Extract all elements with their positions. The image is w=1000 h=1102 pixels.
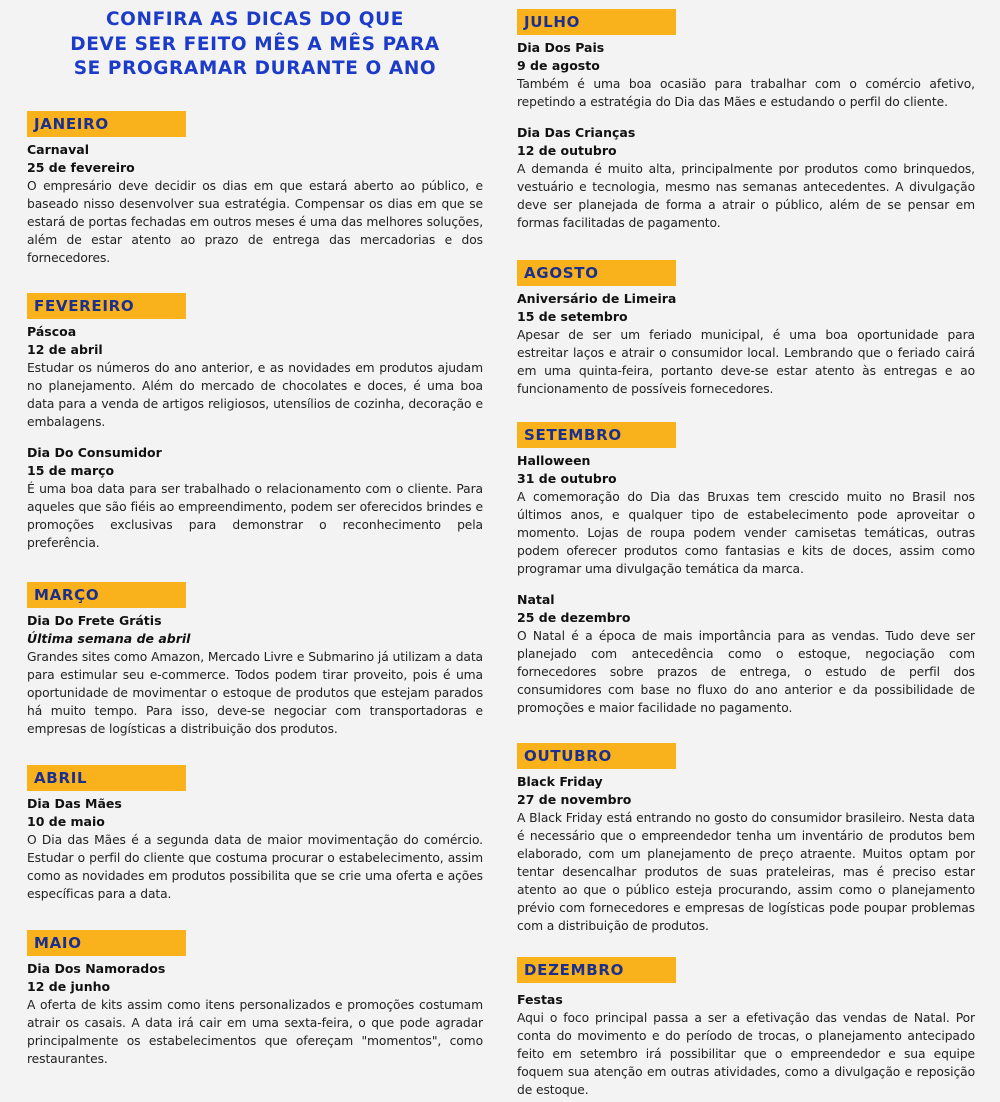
event-description: A Black Friday está entrando no gosto do consumidor brasileiro. Nesta data é necessário que o empreendedor tenha um inventário de produtos bem elaborado, com um planejamento de preço atraente. Muitos optam por tentar desencalhar produtos de suas prateleiras, mas é preciso estar atento ao que o público esteja procurando, assim como o planejamento prévio com fornecedores e empresas de logísticas pode poupar problemas com a distribuição de produtos. (517, 811, 975, 933)
month-header: MARÇO (27, 582, 186, 608)
event-name: Páscoa (27, 324, 77, 339)
month-header: FEVEREIRO (27, 293, 186, 319)
event-date: 12 de outubro (517, 143, 617, 158)
event-date: 15 de setembro (517, 309, 628, 324)
event-name: Dia Do Consumidor (27, 445, 162, 460)
event-description: O Natal é a época de mais importância para as vendas. Tudo deve ser planejado com antecedência como o estoque, negociação com fornecedores sobre prazos de entrega, o estudo de perfil dos consumidores com base no fluxo do ano anterior e da possibilidade de promoções e maior facilidade no pagamento. (517, 629, 975, 715)
event-description: Aqui o foco principal passa a ser a efetivação das vendas de Natal. Por conta do movimento e do período de trocas, o planejamento antecipado feito em setembro irá possibilitar que o empreendedor e sua equipe foquem sua atenção em outras atividades, como a divulgação e reposição de estoque. (517, 1011, 975, 1097)
event-description: Também é uma boa ocasião para trabalhar com o comércio afetivo, repetindo a estratégia do Dia das Mães e estudando o perfil do cliente. (517, 77, 975, 109)
month-header: ABRIL (27, 765, 186, 791)
event-item (517, 124, 975, 232)
event-name: Black Friday (517, 774, 603, 789)
event-item (27, 444, 483, 552)
event-name: Dia Das Crianças (517, 125, 636, 140)
month-section-fevereiro (27, 293, 483, 552)
event-description: É uma boa data para ser trabalhado o relacionamento com o cliente. Para aqueles que são fiéis ao empreendimento, podem ser oferecidos brindes e promoções exclusivas para demonstrar o reconhecimento pela preferência. (27, 482, 483, 550)
event-item (517, 991, 975, 1099)
event-item (517, 773, 975, 935)
event-name: Dia Das Mães (27, 796, 122, 811)
title-line: CONFIRA AS DICAS DO QUE (105, 9, 404, 30)
event-item (517, 290, 975, 398)
month-section-outubro (517, 743, 975, 935)
month-section-julho (517, 9, 975, 232)
title-line: DEVE SER FEITO MÊS A MÊS PARA (70, 33, 440, 55)
event-date: 10 de maio (27, 814, 105, 829)
month-header: MAIO (27, 930, 186, 956)
event-date: 25 de dezembro (517, 610, 631, 625)
event-name: Natal (517, 592, 555, 607)
event-date: 31 de outubro (517, 471, 617, 486)
month-section-maio (27, 930, 483, 1068)
event-description: O Dia das Mães é a segunda data de maior movimentação do comércio. Estudar o perfil do cliente que costuma procurar o estabelecimento, assim como as novidades em produtos possibilita que se crie uma oferta e ações específicas para a data. (27, 833, 483, 901)
event-name: Dia Dos Namorados (27, 961, 166, 976)
month-section-dezembro (517, 957, 975, 1099)
event-name: Carnaval (27, 142, 89, 157)
event-name: Aniversário de Limeira (517, 291, 677, 306)
event-item (27, 323, 483, 431)
event-item (517, 452, 975, 578)
event-description: A demanda é muito alta, principalmente por produtos como brinquedos, vestuário e tecnologia, mesmo nas semanas antecedentes. A divulgação deve ser planejada de forma a atrair o público, além de se pensar em formas facilitadas de pagamento. (517, 162, 975, 230)
event-date: 25 de fevereiro (27, 160, 135, 175)
event-description: Estudar os números do ano anterior, e as novidades em produtos ajudam no planejamento. Além do mercado de chocolates e doces, é uma boa data para a venda de artigos religiosos, utensílios de cozinha, decoração e embalagens. (27, 361, 483, 429)
event-item (27, 141, 483, 267)
month-section-agosto (517, 260, 975, 398)
month-header: OUTUBRO (517, 743, 676, 769)
event-item (27, 612, 483, 738)
event-date: 12 de abril (27, 342, 103, 357)
event-item (27, 960, 483, 1068)
event-name: Festas (517, 992, 563, 1007)
event-item (27, 795, 483, 903)
event-date: 12 de junho (27, 979, 111, 994)
event-item (517, 39, 975, 111)
event-description: Grandes sites como Amazon, Mercado Livre e Submarino já utilizam a data para estimular seu e-commerce. Todos podem tirar proveito, pois é uma oportunidade de movimentar o estoque de produtos que estejam parados há muito tempo. Para isso, deve-se negociar com transportadoras e empresas de logísticas a distribuição dos produtos. (27, 650, 483, 736)
event-date: Última semana de abril (27, 631, 191, 646)
event-name: Dia Dos Pais (517, 40, 605, 55)
month-header: DEZEMBRO (517, 957, 676, 983)
month-header: AGOSTO (517, 260, 676, 286)
month-section-setembro (517, 422, 975, 717)
event-date: 15 de março (27, 463, 115, 478)
event-item (517, 591, 975, 717)
page-title (27, 8, 483, 82)
event-description: A oferta de kits assim como itens personalizados e promoções costumam atrair os casais. A data irá cair em uma sexta-feira, o que pode agradar principalmente os estabelecimentos que ofereçam "momentos", como restaurantes. (27, 998, 483, 1066)
event-date: 27 de novembro (517, 792, 632, 807)
month-header: SETEMBRO (517, 422, 676, 448)
event-name: Dia Do Frete Grátis (27, 613, 162, 628)
event-description: O empresário deve decidir os dias em que estará aberto ao público, e baseado nisso desenvolver sua estratégia. Compensar os dias em que se estará de portas fechadas em outros meses é uma das melhores soluções, além de estar atento ao prazo de entrega das mercadorias e dos fornecedores. (27, 179, 483, 265)
month-header: JANEIRO (27, 111, 186, 137)
event-date: 9 de agosto (517, 58, 600, 73)
event-description: Apesar de ser um feriado municipal, é uma boa oportunidade para estreitar laços e atrair o consumidor local. Lembrando que o feriado cairá em uma quinta-feira, portanto deve-se estar atento às entregas e ao funcionamento de possíveis fornecedores. (517, 328, 975, 396)
month-section-janeiro (27, 111, 483, 267)
month-section-abril (27, 765, 483, 903)
month-header: JULHO (517, 9, 676, 35)
event-description: A comemoração do Dia das Bruxas tem crescido muito no Brasil nos últimos anos, e qualquer tipo de estabelecimento pode aproveitar o momento. Lojas de roupa podem vender camisetas temáticas, outras podem oferecer produtos como fantasias e kits de doces, assim como programar uma divulgação temática da marca. (517, 490, 975, 576)
title-line: SE PROGRAMAR DURANTE O ANO (73, 58, 437, 79)
event-name: Halloween (517, 453, 591, 468)
month-section-marco (27, 582, 483, 738)
